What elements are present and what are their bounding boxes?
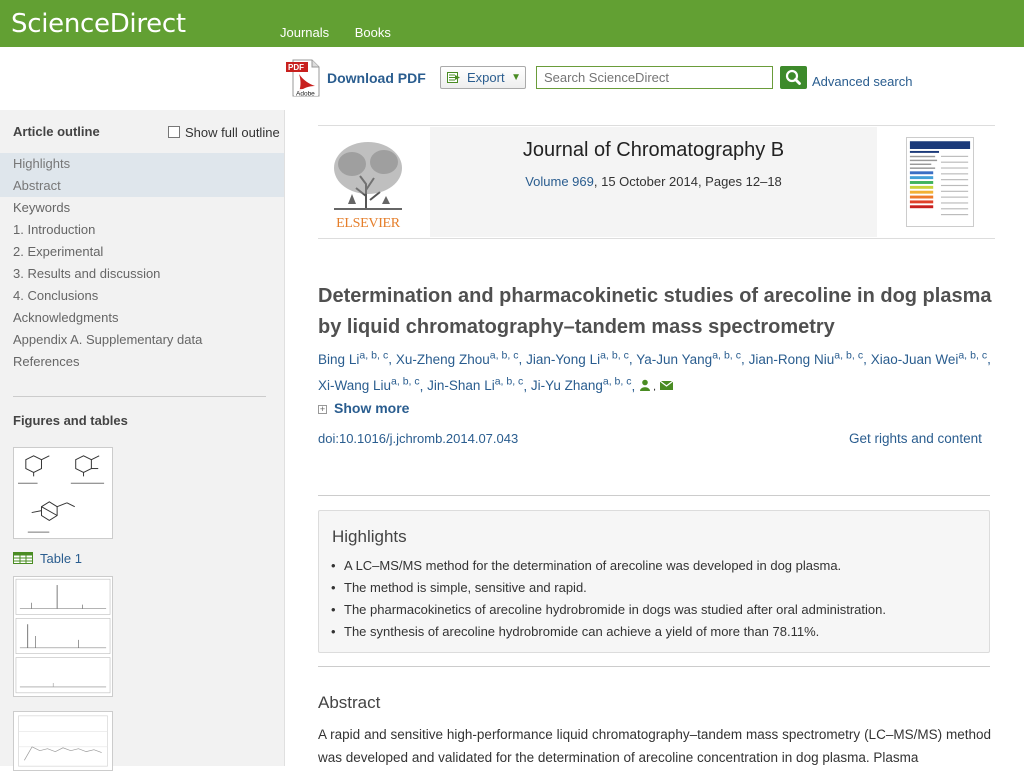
- author-list: Bing Li$^{a, b, c}$, Xu-Zheng Zhou$^{a, b, c}$, Jian-Yong Li$^{a, b, c}$, Ya-Jun Yang$^{a, b, c}$, Jian-Rong Niu$^{a, b, c}$, Xiao-Juan Wei$^{a, b, c}$, Xi-Wang Liu$^{a, b, c}$, Jin-Shan Li$^{a, b, c}$, Ji-Yu Zhang$^{a, b, c}$, ,: [318, 349, 991, 393]
- pk-curve-thumbnail[interactable]: [13, 711, 113, 771]
- divider: [318, 495, 990, 496]
- affiliation-marker[interactable]: a, b, c: [600, 349, 629, 361]
- abstract-title: Abstract: [318, 693, 381, 712]
- show-more-toggle[interactable]: + Show more: [319, 400, 410, 416]
- chromatogram-thumbnail[interactable]: [13, 576, 113, 697]
- corresponding-author-icons[interactable]: [639, 379, 675, 391]
- outline-item[interactable]: Acknowledgments: [13, 310, 119, 325]
- outline-item[interactable]: 1. Introduction: [13, 222, 96, 237]
- left-sidebar: [0, 110, 285, 766]
- outline-item[interactable]: 3. Results and discussion: [13, 266, 161, 281]
- journal-meta: Volume 969, 15 October 2014, Pages 12–18: [525, 174, 782, 189]
- abstract-text: A rapid and sensitive high-performance liquid chromatography–tandem mass spectrometry (LC–MS/MS) method was developed and validated for the determination of arecoline concentration in dog plasma. Plasma: [318, 727, 991, 765]
- highlight-item: • The method is simple, sensitive and rapid.: [331, 577, 886, 599]
- outline-item[interactable]: Highlights: [0, 153, 284, 175]
- download-pdf-link[interactable]: Download PDF: [327, 70, 426, 86]
- rights-link[interactable]: Get rights and content: [849, 431, 982, 446]
- affiliation-marker[interactable]: a, b, c: [834, 349, 864, 361]
- author-link[interactable]: Ya-Jun Yang$^{a, b, c}$: [636, 349, 741, 367]
- table-1-link[interactable]: Table 1: [13, 551, 82, 566]
- highlights-box: [318, 510, 990, 653]
- bullet-icon: •: [331, 558, 336, 573]
- show-full-outline-checkbox[interactable]: Show full outline: [168, 125, 280, 140]
- author-link[interactable]: Xu-Zheng Zhou$^{a, b, c}$: [395, 349, 519, 367]
- top-bar: [0, 0, 1024, 47]
- author-link[interactable]: Jian-Rong Niu$^{a, b, c}$: [748, 349, 864, 367]
- author-link[interactable]: Bing Li$^{a, b, c}$: [318, 349, 389, 367]
- elsevier-logo[interactable]: [326, 134, 410, 230]
- divider: [318, 666, 990, 667]
- export-icon: [447, 72, 461, 83]
- affiliation-marker[interactable]: a, b, c: [489, 349, 519, 361]
- search-button[interactable]: [780, 66, 807, 89]
- checkbox-icon[interactable]: [168, 126, 180, 138]
- advanced-search-link[interactable]: Advanced search: [812, 74, 913, 89]
- highlights-title: Highlights: [332, 527, 407, 546]
- svg-text:PDF: PDF: [288, 63, 304, 72]
- brand-logo[interactable]: ScienceDirect: [11, 9, 186, 39]
- bullet-icon: •: [331, 602, 336, 617]
- affiliation-marker[interactable]: a, b, c: [494, 375, 524, 388]
- journal-cover-thumbnail[interactable]: [906, 137, 974, 227]
- outline-item[interactable]: Appendix A. Supplementary data: [13, 332, 203, 347]
- sidebar-divider: [13, 396, 266, 397]
- pdf-icon[interactable]: [285, 58, 321, 98]
- bullet-icon: •: [331, 624, 336, 639]
- outline-item[interactable]: Abstract: [0, 175, 284, 197]
- author-link[interactable]: Xi-Wang Liu$^{a, b, c}$: [318, 375, 420, 393]
- affiliation-marker[interactable]: a, b, c: [958, 349, 988, 361]
- top-nav: [280, 25, 413, 40]
- affiliation-marker[interactable]: a, b, c: [712, 349, 741, 361]
- bullet-icon: •: [331, 580, 336, 595]
- figure-thumbnail[interactable]: [13, 447, 113, 539]
- chevron-down-icon: ▼: [511, 72, 521, 83]
- nav-books[interactable]: Books: [354, 25, 391, 40]
- search-input[interactable]: [536, 66, 773, 89]
- affiliation-marker[interactable]: a, b, c: [391, 375, 420, 388]
- article-toolbar: [285, 58, 1024, 98]
- nav-journals[interactable]: Journals: [280, 25, 330, 40]
- journal-name[interactable]: Journal of Chromatography B: [522, 139, 785, 161]
- elsevier-wordmark: ELSEVIER: [336, 216, 400, 230]
- svg-text:,: ,: [653, 381, 657, 391]
- highlight-item: • The synthesis of arecoline hydrobromide can achieve a yield of more than 78.11%.: [331, 621, 886, 643]
- author-link[interactable]: Jian-Yong Li$^{a, b, c}$: [526, 349, 629, 367]
- author-link[interactable]: Jin-Shan Li$^{a, b, c}$: [427, 375, 524, 393]
- figures-tables-title: Figures and tables: [13, 413, 128, 428]
- author-link[interactable]: Xiao-Juan Wei$^{a, b, c}$: [870, 349, 988, 367]
- author-link[interactable]: Ji-Yu Zhang$^{a, b, c}$: [530, 375, 632, 393]
- highlight-item: • The pharmacokinetics of arecoline hydrobromide in dogs was studied after oral administration.: [331, 599, 886, 621]
- outline-item[interactable]: Keywords: [13, 200, 71, 215]
- search-icon: [780, 66, 807, 89]
- highlights-list: [331, 555, 886, 643]
- doi-link[interactable]: doi:10.1016/j.jchromb.2014.07.043: [318, 431, 519, 446]
- plus-icon: +: [319, 404, 326, 414]
- email-icon: [660, 381, 673, 390]
- outline-item[interactable]: 4. Conclusions: [13, 288, 99, 303]
- svg-text:Adobe: Adobe: [296, 90, 315, 98]
- export-button[interactable]: [440, 66, 526, 89]
- article-outline-title: Article outline: [13, 124, 100, 139]
- volume-link[interactable]: Volume 969: [525, 174, 594, 189]
- highlight-item: • A LC–MS/MS method for the determination of arecoline was developed in dog plasma.: [331, 555, 886, 577]
- affiliation-marker[interactable]: a, b, c: [602, 375, 632, 388]
- journal-info: [430, 127, 877, 237]
- outline-item[interactable]: 2. Experimental: [13, 244, 104, 259]
- outline-item[interactable]: References: [13, 354, 80, 369]
- export-label: Export: [467, 70, 505, 85]
- affiliation-marker[interactable]: a, b, c: [359, 349, 389, 361]
- person-icon: [640, 380, 650, 391]
- journal-header: [318, 125, 995, 239]
- outline-list: [0, 153, 284, 373]
- article-title: Determination and pharmacokinetic studies of arecoline in dog plasma by liquid chromatography–tandem mass spectrometry: [318, 285, 992, 338]
- table-icon: [13, 552, 33, 564]
